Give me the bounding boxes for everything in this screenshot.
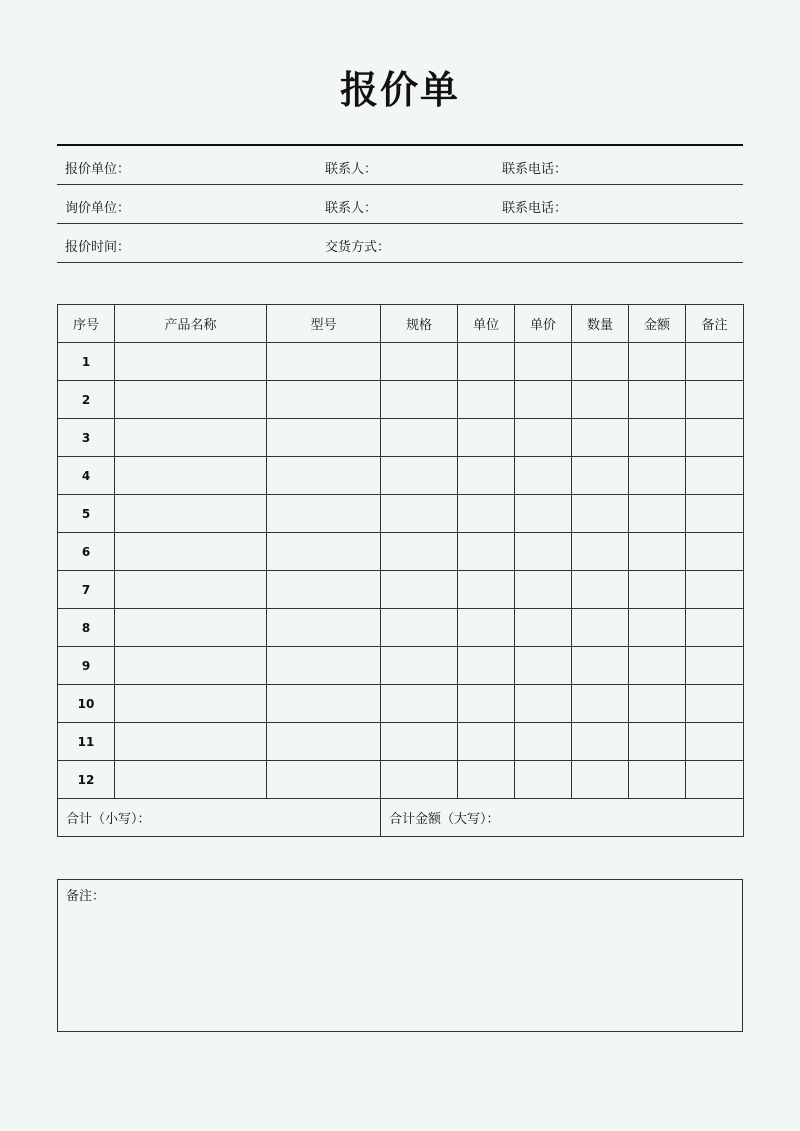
cell-remark[interactable] <box>686 571 744 609</box>
remarks-label: 备注： <box>66 889 106 904</box>
header-remark: 备注 <box>686 305 744 343</box>
cell-unit[interactable] <box>458 761 515 799</box>
row-number: 1 <box>58 343 115 381</box>
row-number: 5 <box>58 495 115 533</box>
table-row <box>58 457 744 495</box>
row-number: 4 <box>58 457 115 495</box>
table-row <box>58 381 744 419</box>
row-number: 10 <box>58 685 115 723</box>
cell-amount[interactable] <box>629 343 686 381</box>
cell-quantity[interactable] <box>572 647 629 685</box>
cell-amount[interactable] <box>629 723 686 761</box>
header-quantity: 数量 <box>572 305 629 343</box>
cell-quantity[interactable] <box>572 343 629 381</box>
inquiring-company-label: 询价单位： <box>65 201 131 216</box>
cell-model[interactable] <box>267 381 381 419</box>
cell-remark[interactable] <box>686 685 744 723</box>
cell-remark[interactable] <box>686 723 744 761</box>
cell-unit-price[interactable] <box>515 723 572 761</box>
cell-model[interactable] <box>267 343 381 381</box>
info-row-time <box>57 224 743 263</box>
cell-quantity[interactable] <box>572 609 629 647</box>
header-unit-price: 单价 <box>515 305 572 343</box>
cell-quantity[interactable] <box>572 457 629 495</box>
cell-unit-price[interactable] <box>515 495 572 533</box>
row-number: 3 <box>58 419 115 457</box>
table-row <box>58 571 744 609</box>
table-row <box>58 761 744 799</box>
info-row-quoter <box>57 146 743 185</box>
cell-remark[interactable] <box>686 457 744 495</box>
inquirer-phone-label: 联系电话： <box>502 201 568 216</box>
cell-amount[interactable] <box>629 419 686 457</box>
info-row-inquirer <box>57 185 743 224</box>
header-index: 序号 <box>58 305 115 343</box>
cell-quantity[interactable] <box>572 571 629 609</box>
remarks-box[interactable] <box>57 879 743 1032</box>
table-row <box>58 723 744 761</box>
cell-product-name[interactable] <box>115 495 267 533</box>
cell-unit[interactable] <box>458 495 515 533</box>
cell-product-name[interactable] <box>115 457 267 495</box>
cell-remark[interactable] <box>686 533 744 571</box>
cell-model[interactable] <box>267 457 381 495</box>
cell-unit[interactable] <box>458 457 515 495</box>
table-row <box>58 685 744 723</box>
cell-unit-price[interactable] <box>515 571 572 609</box>
cell-amount[interactable] <box>629 457 686 495</box>
quoter-contact-label: 联系人： <box>325 162 378 177</box>
cell-unit[interactable] <box>458 343 515 381</box>
cell-model[interactable] <box>267 419 381 457</box>
cell-spec[interactable] <box>381 381 458 419</box>
cell-spec[interactable] <box>381 723 458 761</box>
cell-spec[interactable] <box>381 533 458 571</box>
cell-model[interactable] <box>267 495 381 533</box>
cell-quantity[interactable] <box>572 381 629 419</box>
cell-product-name[interactable] <box>115 381 267 419</box>
row-number: 8 <box>58 609 115 647</box>
cell-remark[interactable] <box>686 609 744 647</box>
cell-unit-price[interactable] <box>515 419 572 457</box>
cell-quantity[interactable] <box>572 419 629 457</box>
info-section <box>57 144 743 263</box>
cell-remark[interactable] <box>686 419 744 457</box>
cell-unit[interactable] <box>458 685 515 723</box>
cell-model[interactable] <box>267 723 381 761</box>
header-product-name: 产品名称 <box>115 305 267 343</box>
cell-spec[interactable] <box>381 761 458 799</box>
cell-model[interactable] <box>267 609 381 647</box>
cell-quantity[interactable] <box>572 723 629 761</box>
cell-amount[interactable] <box>629 381 686 419</box>
cell-model[interactable] <box>267 571 381 609</box>
cell-remark[interactable] <box>686 647 744 685</box>
row-number: 6 <box>58 533 115 571</box>
cell-amount[interactable] <box>629 609 686 647</box>
header-amount: 金额 <box>629 305 686 343</box>
total-uppercase-label: 合计金额（大写）： <box>381 799 744 837</box>
table-row <box>58 343 744 381</box>
quoting-company-label: 报价单位： <box>65 162 131 177</box>
cell-spec[interactable] <box>381 495 458 533</box>
quote-time-label: 报价时间： <box>65 240 131 255</box>
cell-product-name[interactable] <box>115 609 267 647</box>
cell-unit[interactable] <box>458 609 515 647</box>
cell-amount[interactable] <box>629 533 686 571</box>
table-row <box>58 533 744 571</box>
cell-remark[interactable] <box>686 343 744 381</box>
table-row <box>58 495 744 533</box>
cell-unit[interactable] <box>458 571 515 609</box>
cell-amount[interactable] <box>629 685 686 723</box>
cell-unit-price[interactable] <box>515 533 572 571</box>
cell-product-name[interactable] <box>115 723 267 761</box>
cell-unit[interactable] <box>458 647 515 685</box>
row-number: 12 <box>58 761 115 799</box>
delivery-method-label: 交货方式： <box>325 240 391 255</box>
quoter-phone-label: 联系电话： <box>502 162 568 177</box>
cell-unit-price[interactable] <box>515 761 572 799</box>
items-table <box>57 304 744 837</box>
row-number: 2 <box>58 381 115 419</box>
cell-amount[interactable] <box>629 761 686 799</box>
document-title: 报价单 <box>339 67 460 112</box>
cell-spec[interactable] <box>381 609 458 647</box>
cell-product-name[interactable] <box>115 647 267 685</box>
header-model: 型号 <box>267 305 381 343</box>
cell-model[interactable] <box>267 761 381 799</box>
cell-amount[interactable] <box>629 647 686 685</box>
cell-product-name[interactable] <box>115 343 267 381</box>
cell-unit-price[interactable] <box>515 381 572 419</box>
cell-spec[interactable] <box>381 457 458 495</box>
cell-spec[interactable] <box>381 647 458 685</box>
cell-spec[interactable] <box>381 419 458 457</box>
cell-spec[interactable] <box>381 343 458 381</box>
table-header-row <box>58 305 744 343</box>
cell-remark[interactable] <box>686 495 744 533</box>
cell-spec[interactable] <box>381 571 458 609</box>
cell-unit-price[interactable] <box>515 457 572 495</box>
row-number: 9 <box>58 647 115 685</box>
cell-remark[interactable] <box>686 381 744 419</box>
cell-unit-price[interactable] <box>515 609 572 647</box>
inquirer-contact-label: 联系人： <box>325 201 378 216</box>
cell-unit[interactable] <box>458 533 515 571</box>
total-lowercase-label: 合计（小写）： <box>58 799 381 837</box>
table-row <box>58 419 744 457</box>
totals-row <box>58 799 744 837</box>
row-number: 7 <box>58 571 115 609</box>
cell-amount[interactable] <box>629 571 686 609</box>
cell-model[interactable] <box>267 647 381 685</box>
table-row <box>58 609 744 647</box>
row-number: 11 <box>58 723 115 761</box>
cell-quantity[interactable] <box>572 495 629 533</box>
cell-unit-price[interactable] <box>515 685 572 723</box>
cell-quantity[interactable] <box>572 685 629 723</box>
cell-amount[interactable] <box>629 495 686 533</box>
cell-product-name[interactable] <box>115 571 267 609</box>
cell-remark[interactable] <box>686 761 744 799</box>
table-row <box>58 647 744 685</box>
header-unit: 单位 <box>458 305 515 343</box>
cell-unit[interactable] <box>458 723 515 761</box>
cell-unit-price[interactable] <box>515 343 572 381</box>
cell-unit[interactable] <box>458 381 515 419</box>
header-spec: 规格 <box>381 305 458 343</box>
cell-spec[interactable] <box>381 685 458 723</box>
cell-unit[interactable] <box>458 419 515 457</box>
cell-product-name[interactable] <box>115 419 267 457</box>
cell-product-name[interactable] <box>115 533 267 571</box>
cell-quantity[interactable] <box>572 533 629 571</box>
cell-model[interactable] <box>267 685 381 723</box>
cell-product-name[interactable] <box>115 761 267 799</box>
cell-product-name[interactable] <box>115 685 267 723</box>
cell-unit-price[interactable] <box>515 647 572 685</box>
cell-model[interactable] <box>267 533 381 571</box>
cell-quantity[interactable] <box>572 761 629 799</box>
